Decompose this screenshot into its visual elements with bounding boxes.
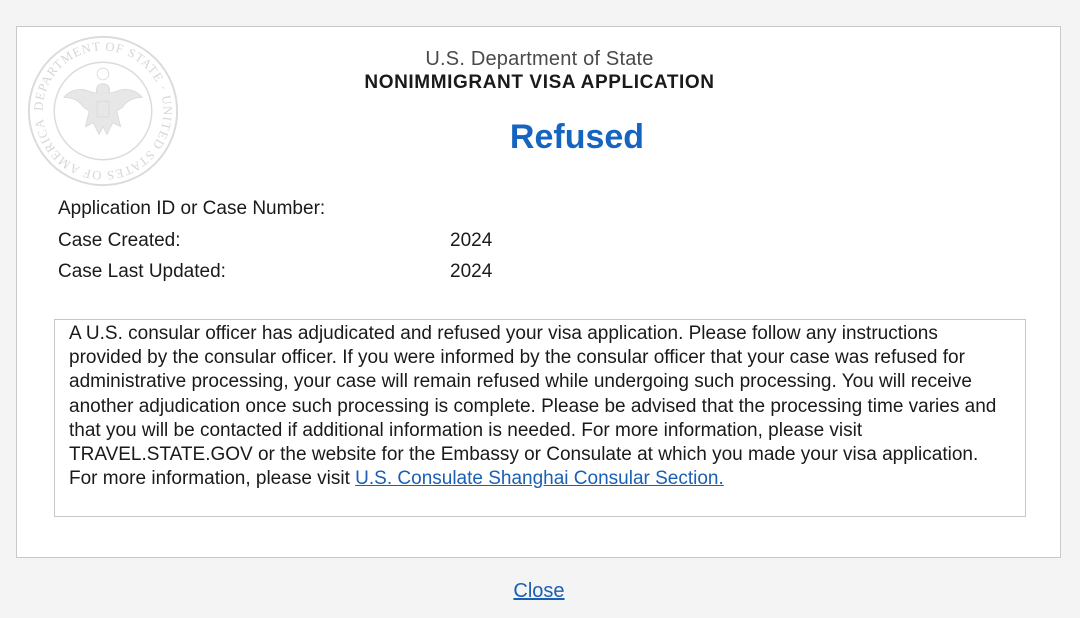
close-link[interactable]: Close — [513, 580, 565, 602]
case-updated-value: 2024 — [450, 261, 493, 282]
page-header — [17, 47, 1062, 95]
form-title: NONIMMIGRANT VISA APPLICATION — [364, 72, 715, 93]
case-info — [58, 193, 492, 288]
seal-text: DEPARTMENT OF STATE · UNITED STATES OF AMERICA — [31, 39, 175, 183]
case-created-value: 2024 — [450, 229, 493, 251]
status-message-box — [54, 319, 1026, 517]
consulate-link[interactable]: U.S. Consulate Shanghai Consular Section. — [355, 468, 724, 490]
case-number-row — [58, 193, 492, 225]
status-heading: Refused — [509, 118, 645, 156]
case-updated-label: Case Last Updated: — [58, 261, 226, 282]
more-info-line — [69, 467, 1011, 491]
status-panel — [16, 26, 1061, 558]
case-number-label: Application ID or Case Number: — [58, 198, 326, 219]
close-container — [0, 578, 1078, 604]
more-info-text: For more information, please visit — [69, 468, 356, 490]
case-updated-row — [58, 256, 492, 288]
case-created-row — [58, 225, 492, 257]
status-message: A U.S. consular officer has adjudicated and refused your visa application. Please follow any instructions provided by the consular officer. If you were informed by the consular officer that your case was refused for administrative processing, your case will remain refused while undergoing such processing. You will receive another adjudication once such processing is complete. Please be advised that the processing time varies and that you will be contacted if additional information is needed. For more information, please visit TRAVEL.STATE.GOV or the website for the Embassy or Consulate at which you made your visa application. — [69, 323, 997, 466]
case-created-label: Case Created: — [58, 229, 181, 251]
department-name: U.S. Department of State — [425, 48, 654, 70]
